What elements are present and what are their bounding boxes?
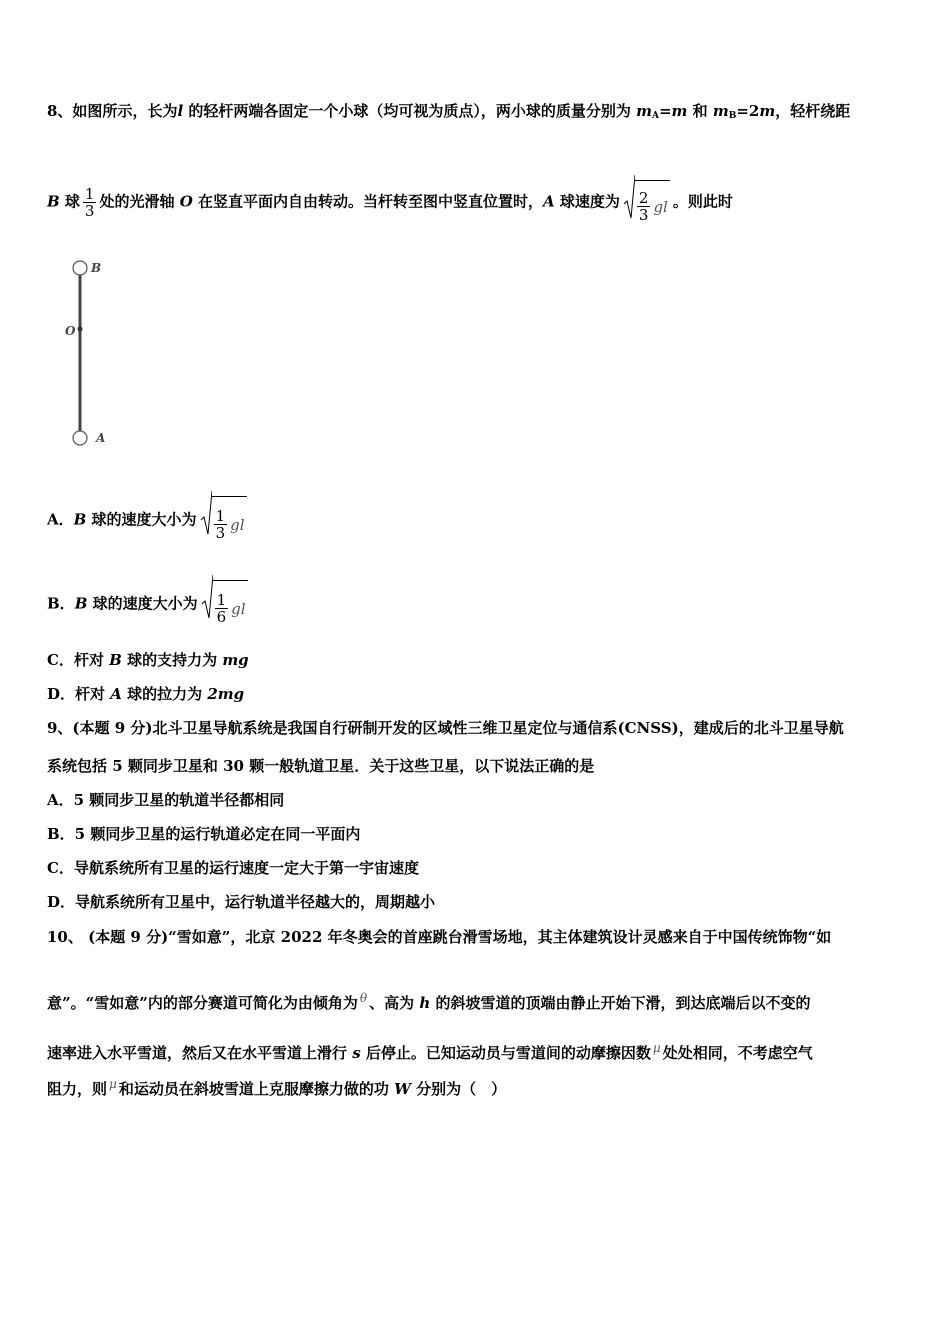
q10-text: 和运动员在斜坡雪道上克服摩擦力做的功 [118,1080,395,1098]
fraction-denominator: 3 [84,201,95,220]
q8-var-m: m [712,102,729,120]
q9-line1: 9、(本题 9 分)北斗卫星导航系统是我国自行研制开发的区域性三维卫星定位与通信系(CNSS)，建成后的北斗卫星导航 [47,719,844,737]
q8-var-m: m [671,102,688,120]
option-label: B． [47,594,75,613]
q8-text: 球速度为 [554,192,620,211]
q8-var-gl: gl [231,599,246,618]
q10-text: 速率进入水平雪道，然后又在水平雪道上滑行 [47,1044,353,1062]
q9-option-c: C．导航系统所有卫星的运行速度一定大于第一宇宙速度 [47,859,419,877]
q10-var-w: W [394,1080,411,1098]
q8-option-b [47,574,251,635]
q10-var-mu: μ [109,1077,117,1091]
label-a: A [96,431,106,445]
q10-text: 意”。“雪如意”内的部分赛道可简化为由倾角为 [47,994,358,1012]
q8-text: 的轻杆两端各固定一个小球（均可视为质点），两小球的质量分别为 [183,102,637,120]
q8-text: 。则此时 [672,192,733,211]
q8-var-2mg: 2mg [207,685,245,703]
fraction-numerator: 2 [638,189,649,207]
q8-text: ，轻杆绕距 [775,102,851,120]
fraction-denominator: 3 [638,206,649,224]
radical-sign-icon [623,174,635,222]
q9-option-d: D．导航系统所有卫星中，运行轨道半径越大的，周期越小 [47,893,436,911]
radical-sign-icon [200,490,212,538]
q8-var-m: m [759,102,776,120]
q9-line2: 系统包括 5 颗同步卫星和 30 颗一般轨道卫星．关于这些卫星，以下说法正确的是 [47,757,595,775]
q8-line2 [47,174,733,231]
option-label: D．杆对 [47,685,111,703]
q10-line3 [47,1038,813,1063]
q8-var-b: B [47,192,60,211]
ball-a [73,431,87,445]
q8-var-l: l [177,102,184,120]
ball-b [73,261,87,275]
q8-var-gl: gl [230,515,245,534]
fraction-numerator: 1 [216,591,227,609]
q10-text: 处处相同，不考虑空气 [662,1044,813,1062]
option-text: 球的速度大小为 [87,594,198,613]
q10-text: 阻力，则 [47,1080,108,1098]
fraction-denominator: 3 [215,524,226,542]
q8-var-gl: gl [653,197,668,216]
fraction-numerator: 1 [215,507,226,525]
option-label: C．杆对 [47,651,110,669]
q8-var-a: A [543,192,555,211]
q10-var-theta: θ [359,991,368,1005]
q8-option-d [47,684,244,704]
q10-text: 的斜坡雪道的顶端由静止开始下滑，到达底端后以不变的 [430,994,811,1012]
q8-text: 处的光滑轴 [99,192,180,211]
radical-sign-icon [201,574,213,622]
q8-text: 8、如图所示，长为 [47,102,178,120]
option-text: 球的支持力为 [121,651,223,669]
q10-var-s: s [352,1044,361,1062]
q8-option-a [47,490,250,551]
q8-rod-figure [60,255,130,459]
q8-text: 和 [687,102,713,120]
q10-var-h: h [419,994,431,1012]
q8-var-m: m [636,102,652,120]
label-b: B [91,261,102,275]
q8-sub-a: A [651,111,659,121]
q9-option-b: B．5 颗同步卫星的运行轨道必定在同一平面内 [47,825,361,843]
option-text: 球的速度大小为 [86,510,197,529]
rod-diagram [60,255,130,455]
q8-text: 球 [59,192,80,211]
q8-var-b: B [74,594,88,613]
option-text: 球的拉力为 [121,685,208,703]
q8-text: =2 [736,102,760,120]
q8-fraction-one-third [83,186,97,219]
pivot-o [78,327,83,332]
q8-var-b: B [73,510,87,529]
q9-option-a: A．5 颗同步卫星的轨道半径都相同 [47,791,285,809]
fraction-denominator: 6 [216,608,227,626]
q10-line2 [47,988,811,1013]
q8-line1 [47,101,850,126]
q8-var-a: A [110,685,122,703]
q10-line1: 10、 (本题 9 分)“雪如意”，北京 2022 年冬奥会的首座跳台滑雪场地，其主体建筑设计灵感来自于中国传统饰物“如 [47,928,832,946]
q10-var-mu: μ [652,1041,661,1055]
q8-var-o: O [179,192,193,211]
q10-text: 、高为 [369,994,420,1012]
q8-var-mg: mg [222,651,249,669]
q8-text: 在竖直平面内自由转动。当杆转至图中竖直位置时， [192,192,544,211]
option-label: A． [47,510,74,529]
q10-text: 后停止。已知运动员与雪道间的动摩擦因数 [360,1044,651,1062]
q10-text: 分别为（ ） [410,1080,507,1098]
q8-sqrt-two-thirds-gl [623,174,670,231]
q8-option-c [47,650,249,670]
fraction-numerator: 1 [84,184,95,203]
label-o: O [65,324,76,338]
q10-line4 [47,1074,506,1099]
q8-sqrt-one-sixth-gl [201,574,248,635]
q8-sqrt-one-third-gl [200,490,247,551]
q8-sub-b: B [728,111,737,121]
q8-var-b: B [109,651,122,669]
q8-text: = [658,102,672,120]
